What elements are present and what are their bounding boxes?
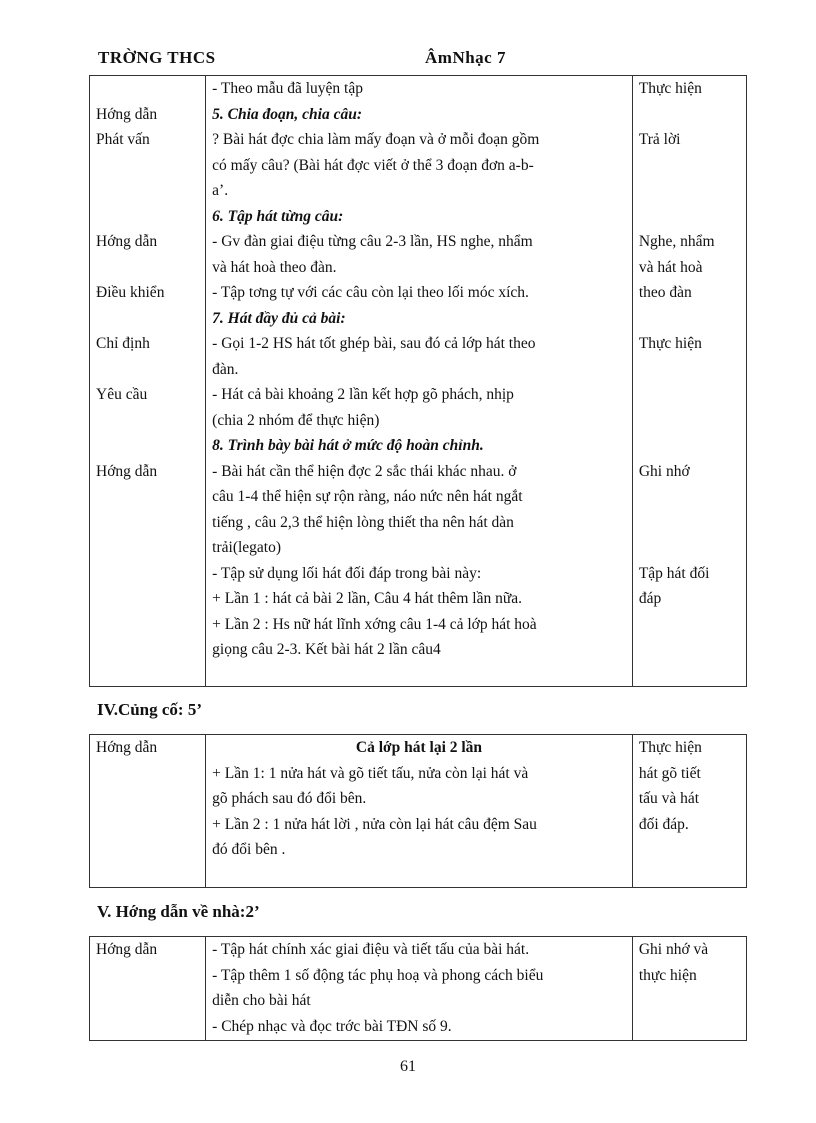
cell-line (96, 357, 199, 383)
cell-line (639, 306, 740, 332)
cell-line: đàn. (212, 360, 239, 378)
cell-line: tấu và hát (638, 790, 700, 807)
cell-line (96, 408, 199, 434)
student-activity-cell (632, 76, 746, 687)
content-cell (206, 76, 633, 687)
cell-line: Ghi nhớ và (638, 941, 709, 958)
lesson-table-consolidation (89, 734, 747, 888)
cell-line (96, 255, 199, 281)
cell-line: theo đàn (638, 284, 692, 301)
section-heading: 5. Chia đoạn, chia câu: (212, 105, 363, 123)
section-heading-homework: V. Hớng dẫn về nhà:2’ (97, 902, 260, 921)
content-cell (206, 735, 633, 888)
cell-line: giọng câu 2-3. Kết bài hát 2 lần câu4 (212, 641, 441, 658)
table-row (90, 76, 747, 687)
cell-line (96, 178, 199, 204)
lesson-table-main (89, 75, 747, 687)
cell-line (639, 484, 740, 510)
cell-line (639, 204, 740, 230)
header-school: TRỜNG THCS (98, 48, 216, 67)
cell-line: trải(legato) (212, 539, 282, 556)
cell-line (96, 204, 199, 230)
cell-line: - Tập hát chính xác giai điệu và tiết tấu của bài hát. (212, 941, 530, 958)
table-row (90, 735, 747, 888)
teacher-activity-cell (90, 76, 206, 687)
cell-line (639, 535, 740, 561)
table-row (90, 937, 747, 1041)
cell-line (639, 433, 740, 459)
cell-line: + Lần 1 : hát cả bài 2 lần, Câu 4 hát thêm lần nữa. (212, 590, 522, 607)
cell-line: Hớng dẫn (96, 462, 158, 480)
cell-line: Nghe, nhẩm (638, 233, 715, 250)
cell-line (639, 382, 740, 408)
section-heading: 6. Tập hát từng câu: (212, 207, 344, 225)
cell-line (639, 178, 740, 204)
cell-line (639, 408, 740, 434)
cell-line: Yêu cầu (96, 386, 148, 403)
header-subject: ÂmNhạc 7 (425, 48, 506, 67)
cell-line: (chia 2 nhóm để thực hiện) (212, 411, 380, 429)
cell-line: - Tập tơng tự với các câu còn lại theo lối móc xích. (212, 284, 529, 301)
cell-line: Phát vấn (96, 131, 150, 148)
cell-line: Ghi nhớ (638, 462, 690, 480)
student-activity-cell (632, 937, 746, 1041)
cell-line: gõ phách sau đó đổi bên. (212, 790, 367, 807)
cell-line: tiếng , câu 2,3 thể hiện lòng thiết tha nên hát dàn (212, 513, 514, 531)
cell-line: Thực hiện (638, 80, 702, 97)
teacher-activity-cell (90, 937, 206, 1041)
cell-line: thực hiện (638, 966, 697, 984)
cell-line: - Gv đàn giai điệu từng câu 2-3 lần, HS nghe, nhẩm (212, 233, 533, 250)
cell-line: và hát hoà theo đàn. (212, 258, 337, 276)
cell-line: và hát hoà (638, 258, 703, 276)
content-cell (206, 937, 633, 1041)
cell-line: hát gõ tiết (638, 764, 701, 782)
cell-line: Hớng dẫn (96, 105, 158, 123)
cell-line: Thực hiện (638, 739, 702, 756)
cell-line: - Gọi 1-2 HS hát tốt ghép bài, sau đó cả lớp hát theo (212, 335, 536, 352)
student-activity-cell (632, 735, 746, 888)
cell-line: Chỉ định (96, 335, 150, 352)
cell-line: - Tập sử dụng lối hát đối đáp trong bài này: (212, 564, 482, 582)
cell-line: Tập hát đối (638, 564, 710, 582)
section-heading-cung-co: IV.Củng cố: 5’ (97, 700, 203, 719)
cell-line: diễn cho bài hát (212, 992, 311, 1009)
cell-line (96, 306, 199, 332)
cell-line (639, 153, 740, 179)
cell-line: Hớng dẫn (96, 739, 158, 756)
cell-line (639, 510, 740, 536)
cell-line: - Bài hát cần thể hiện đợc 2 sắc thái khác nhau. ở (212, 462, 517, 480)
cell-title: Cả lớp hát lại 2 lần (355, 739, 483, 756)
cell-line (96, 433, 199, 459)
cell-line: - Tập thêm 1 số động tác phụ hoạ và phong cách biểu (212, 966, 544, 984)
cell-line: đáp (638, 590, 662, 607)
section-heading: 7. Hát đầy đủ cả bài: (212, 309, 346, 327)
cell-line: + Lần 1: 1 nửa hát và gõ tiết tấu, nửa còn lại hát và (212, 764, 529, 782)
cell-line: Trả lời (638, 131, 681, 148)
cell-line: ? Bài hát đợc chia làm mấy đoạn và ở mỗi đoạn gồm (212, 131, 540, 148)
cell-line: Điều khiển (96, 284, 165, 301)
cell-line: Thực hiện (638, 335, 702, 352)
cell-line: - Hát cả bài khoảng 2 lần kết hợp gõ phách, nhịp (212, 386, 514, 403)
cell-line: đó đổi bên . (212, 841, 286, 858)
cell-line (639, 357, 740, 383)
lesson-table-homework (89, 936, 747, 1041)
cell-line: + Lần 2 : 1 nửa hát lời , nửa còn lại hát câu đệm Sau (212, 815, 537, 833)
cell-line (96, 76, 199, 102)
cell-line (96, 153, 199, 179)
section-heading: 8. Trình bày bài hát ở mức độ hoàn chỉnh. (212, 437, 484, 454)
cell-line: có mấy câu? (Bài hát đợc viết ở thể 3 đoạn đơn a-b- (212, 156, 534, 174)
cell-line: - Theo mẫu đã luyện tập (212, 80, 363, 97)
cell-line: Hớng dẫn (96, 233, 158, 250)
page-number: 61 (400, 1058, 416, 1075)
cell-line: + Lần 2 : Hs nữ hát lĩnh xớng câu 1-4 cả lớp hát hoà (212, 615, 537, 633)
teacher-activity-cell (90, 735, 206, 888)
cell-line: câu 1-4 thể hiện sự rộn ràng, náo nức nên hát ngắt (212, 488, 523, 505)
cell-line: a’. (212, 182, 229, 199)
cell-line: - Chép nhạc và đọc trớc bài TĐN số 9. (212, 1017, 452, 1035)
cell-line (639, 102, 740, 128)
cell-line: đối đáp. (638, 815, 689, 833)
cell-line: Hớng dẫn (96, 941, 158, 958)
